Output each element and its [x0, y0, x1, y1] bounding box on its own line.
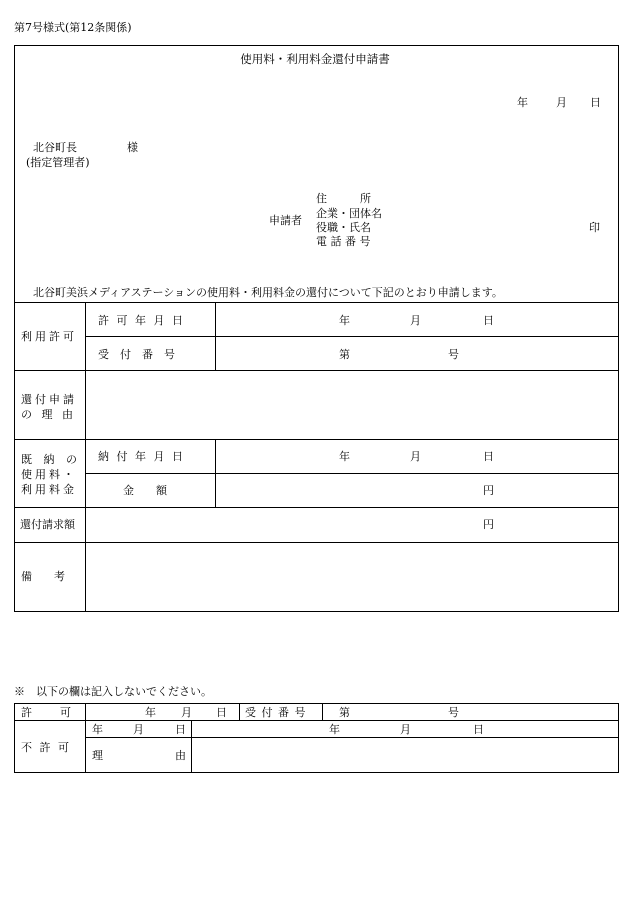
amount-yen: 円 — [483, 484, 494, 497]
paid-date-month: 月 — [410, 450, 421, 463]
receipt-number-prefix: 第 — [339, 348, 350, 361]
addressee-sub: (指定管理者) — [26, 156, 90, 169]
claim-amount-yen: 円 — [483, 518, 494, 531]
header-date-month: 月 — [556, 96, 567, 109]
office-use-note: ※ 以下の欄は記入しないでください。 — [14, 685, 212, 698]
permit-mid-line — [85, 336, 619, 337]
applicant-field-title-name: 役職・氏名 — [316, 221, 371, 234]
office-col-divider — [85, 703, 86, 773]
header-date-day: 日 — [590, 96, 601, 109]
office-reason-label-right: 由 — [175, 749, 186, 762]
office-permit-day: 日 — [216, 706, 227, 719]
application-form-frame — [14, 45, 619, 612]
paid-date-label: 納 付 年 月 日 — [98, 450, 185, 463]
office-use-frame — [14, 703, 619, 773]
paid-label-line1: 既 納 の — [21, 453, 81, 466]
refund-reason-label-line1: 還付申請 — [21, 393, 77, 406]
office-wide-date-month: 月 — [400, 723, 411, 736]
office-permit-year: 年 — [145, 706, 156, 719]
office-receipt-label: 受 付 番 号 — [245, 706, 307, 719]
permit-inner-divider — [215, 302, 216, 370]
addressee-honorific: 様 — [127, 141, 138, 154]
form-number: 第7号様式(第12条関係) — [14, 21, 132, 34]
table-col-divider — [85, 302, 86, 612]
statement-text: 北谷町美浜メディアステーションの使用料・利用料金の還付について下記のとおり申請します。 — [33, 286, 503, 299]
office-number-prefix: 第 — [339, 706, 350, 719]
office-number-suffix: 号 — [448, 706, 459, 719]
applicant-field-phone: 電 話 番 号 — [316, 235, 371, 248]
applicant-label: 申請者 — [269, 214, 302, 227]
permit-section-label: 利用許可 — [21, 330, 77, 343]
office-reason-label-left: 理 — [92, 749, 103, 762]
office-row1-bottom — [14, 720, 619, 721]
paid-mid-line — [85, 473, 619, 474]
receipt-number-suffix: 号 — [448, 348, 459, 361]
table-top-line — [14, 302, 619, 303]
office-reject-day: 日 — [175, 723, 186, 736]
applicant-field-address: 住 所 — [316, 192, 371, 205]
permit-date-label: 許 可 年 月 日 — [98, 314, 185, 327]
office-row1-divider-a — [239, 703, 240, 720]
permit-date-day: 日 — [483, 314, 494, 327]
seal-mark: 印 — [589, 221, 600, 234]
office-wide-date-day: 日 — [473, 723, 484, 736]
office-reject-label: 不 許 可 — [21, 741, 71, 754]
paid-inner-divider — [215, 439, 216, 507]
permit-date-year: 年 — [339, 314, 350, 327]
claim-bottom-line — [14, 542, 619, 543]
reason-bottom-line — [14, 439, 619, 440]
permit-date-month: 月 — [410, 314, 421, 327]
header-date-year: 年 — [517, 96, 528, 109]
remarks-label: 備 考 — [21, 570, 65, 583]
amount-label: 金 額 — [123, 484, 167, 497]
office-permit-label: 許 可 — [21, 706, 73, 719]
applicant-field-company: 企業・団体名 — [316, 207, 382, 220]
office-row2-bottom — [85, 737, 619, 738]
addressee-name: 北谷町長 — [33, 141, 77, 154]
paid-label-line3: 利用料金 — [21, 483, 77, 496]
office-row2-divider — [191, 720, 192, 773]
paid-date-day: 日 — [483, 450, 494, 463]
office-wide-date-year: 年 — [329, 723, 340, 736]
paid-bottom-line — [14, 507, 619, 508]
paid-date-year: 年 — [339, 450, 350, 463]
office-row1-divider-b — [322, 703, 323, 720]
refund-reason-label-line2: の 理 由 — [21, 408, 76, 421]
claim-amount-label: 還付請求額 — [20, 518, 75, 531]
office-reject-year: 年 — [92, 723, 103, 736]
form-title: 使用料・利用料金還付申請書 — [240, 52, 390, 66]
permit-bottom-line — [14, 370, 619, 371]
paid-label-line2: 使用料・ — [21, 468, 77, 481]
receipt-number-label: 受 付 番 号 — [98, 348, 175, 361]
office-permit-month: 月 — [181, 706, 192, 719]
office-reject-month: 月 — [133, 723, 144, 736]
